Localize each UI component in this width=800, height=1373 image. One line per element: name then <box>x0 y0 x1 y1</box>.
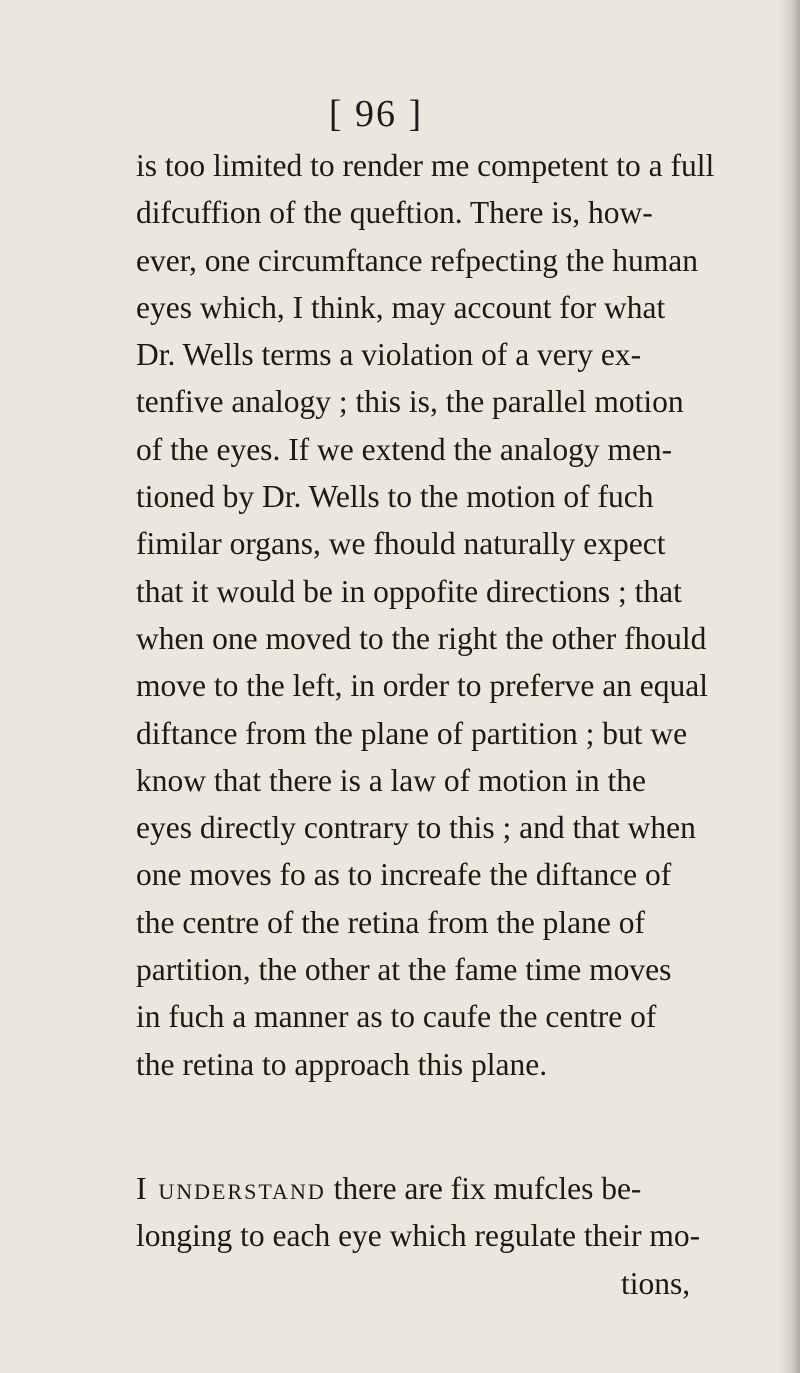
text-line <box>136 1165 796 1212</box>
text-line: the retina to approach this plane. <box>136 1046 548 1082</box>
text-line: Dr. Wells terms a violation of a very ex- <box>136 337 642 373</box>
text-line: eyes which, I think, may account for what <box>136 289 666 325</box>
text-line: know that there is a law of motion in the <box>136 762 647 798</box>
paragraph-2 <box>136 1165 796 1260</box>
page-number-header: [ 96 ] <box>328 93 424 135</box>
text-line: move to the left, in order to preferve an equal <box>136 668 709 704</box>
text-line: longing to each eye which regulate their mo- <box>136 1218 701 1254</box>
text-line: tioned by Dr. Wells to the motion of fuch <box>136 479 654 515</box>
text-line: one moves fo as to increafe the diftance of <box>136 857 672 893</box>
text-line: fimilar organs, we fhould naturally expect <box>136 526 666 562</box>
text-line: ever, one circumftance refpecting the human <box>136 242 698 278</box>
text-line: is too limited to render me competent to a full <box>136 148 715 183</box>
body-text <box>136 142 796 1307</box>
text-line: in fuch a manner as to caufe the centre of <box>136 999 657 1035</box>
text-line: that it would be in oppofite directions ; that <box>136 573 682 609</box>
paragraph-gap <box>136 1088 796 1165</box>
text-line: partition, the other at the fame time moves <box>136 952 672 988</box>
text-line: eyes directly contrary to this ; and that when <box>136 810 696 846</box>
text-line: the centre of the retina from the plane of <box>136 904 646 940</box>
paragraph-1 <box>136 142 796 1088</box>
line-rest: there are fix mufcles be- <box>325 1170 642 1206</box>
text-line: tenfive analogy ; this is, the parallel motion <box>136 384 684 420</box>
catchword: tions, <box>621 1265 691 1301</box>
small-caps-lead: I understand <box>136 1170 326 1206</box>
text-line: difcuffion of the queftion. There is, how- <box>136 195 653 231</box>
text-line: of the eyes. If we extend the analogy men- <box>136 431 673 467</box>
text-line: when one moved to the right the other fhould <box>136 620 707 656</box>
text-line: diftance from the plane of partition ; but we <box>136 715 688 751</box>
